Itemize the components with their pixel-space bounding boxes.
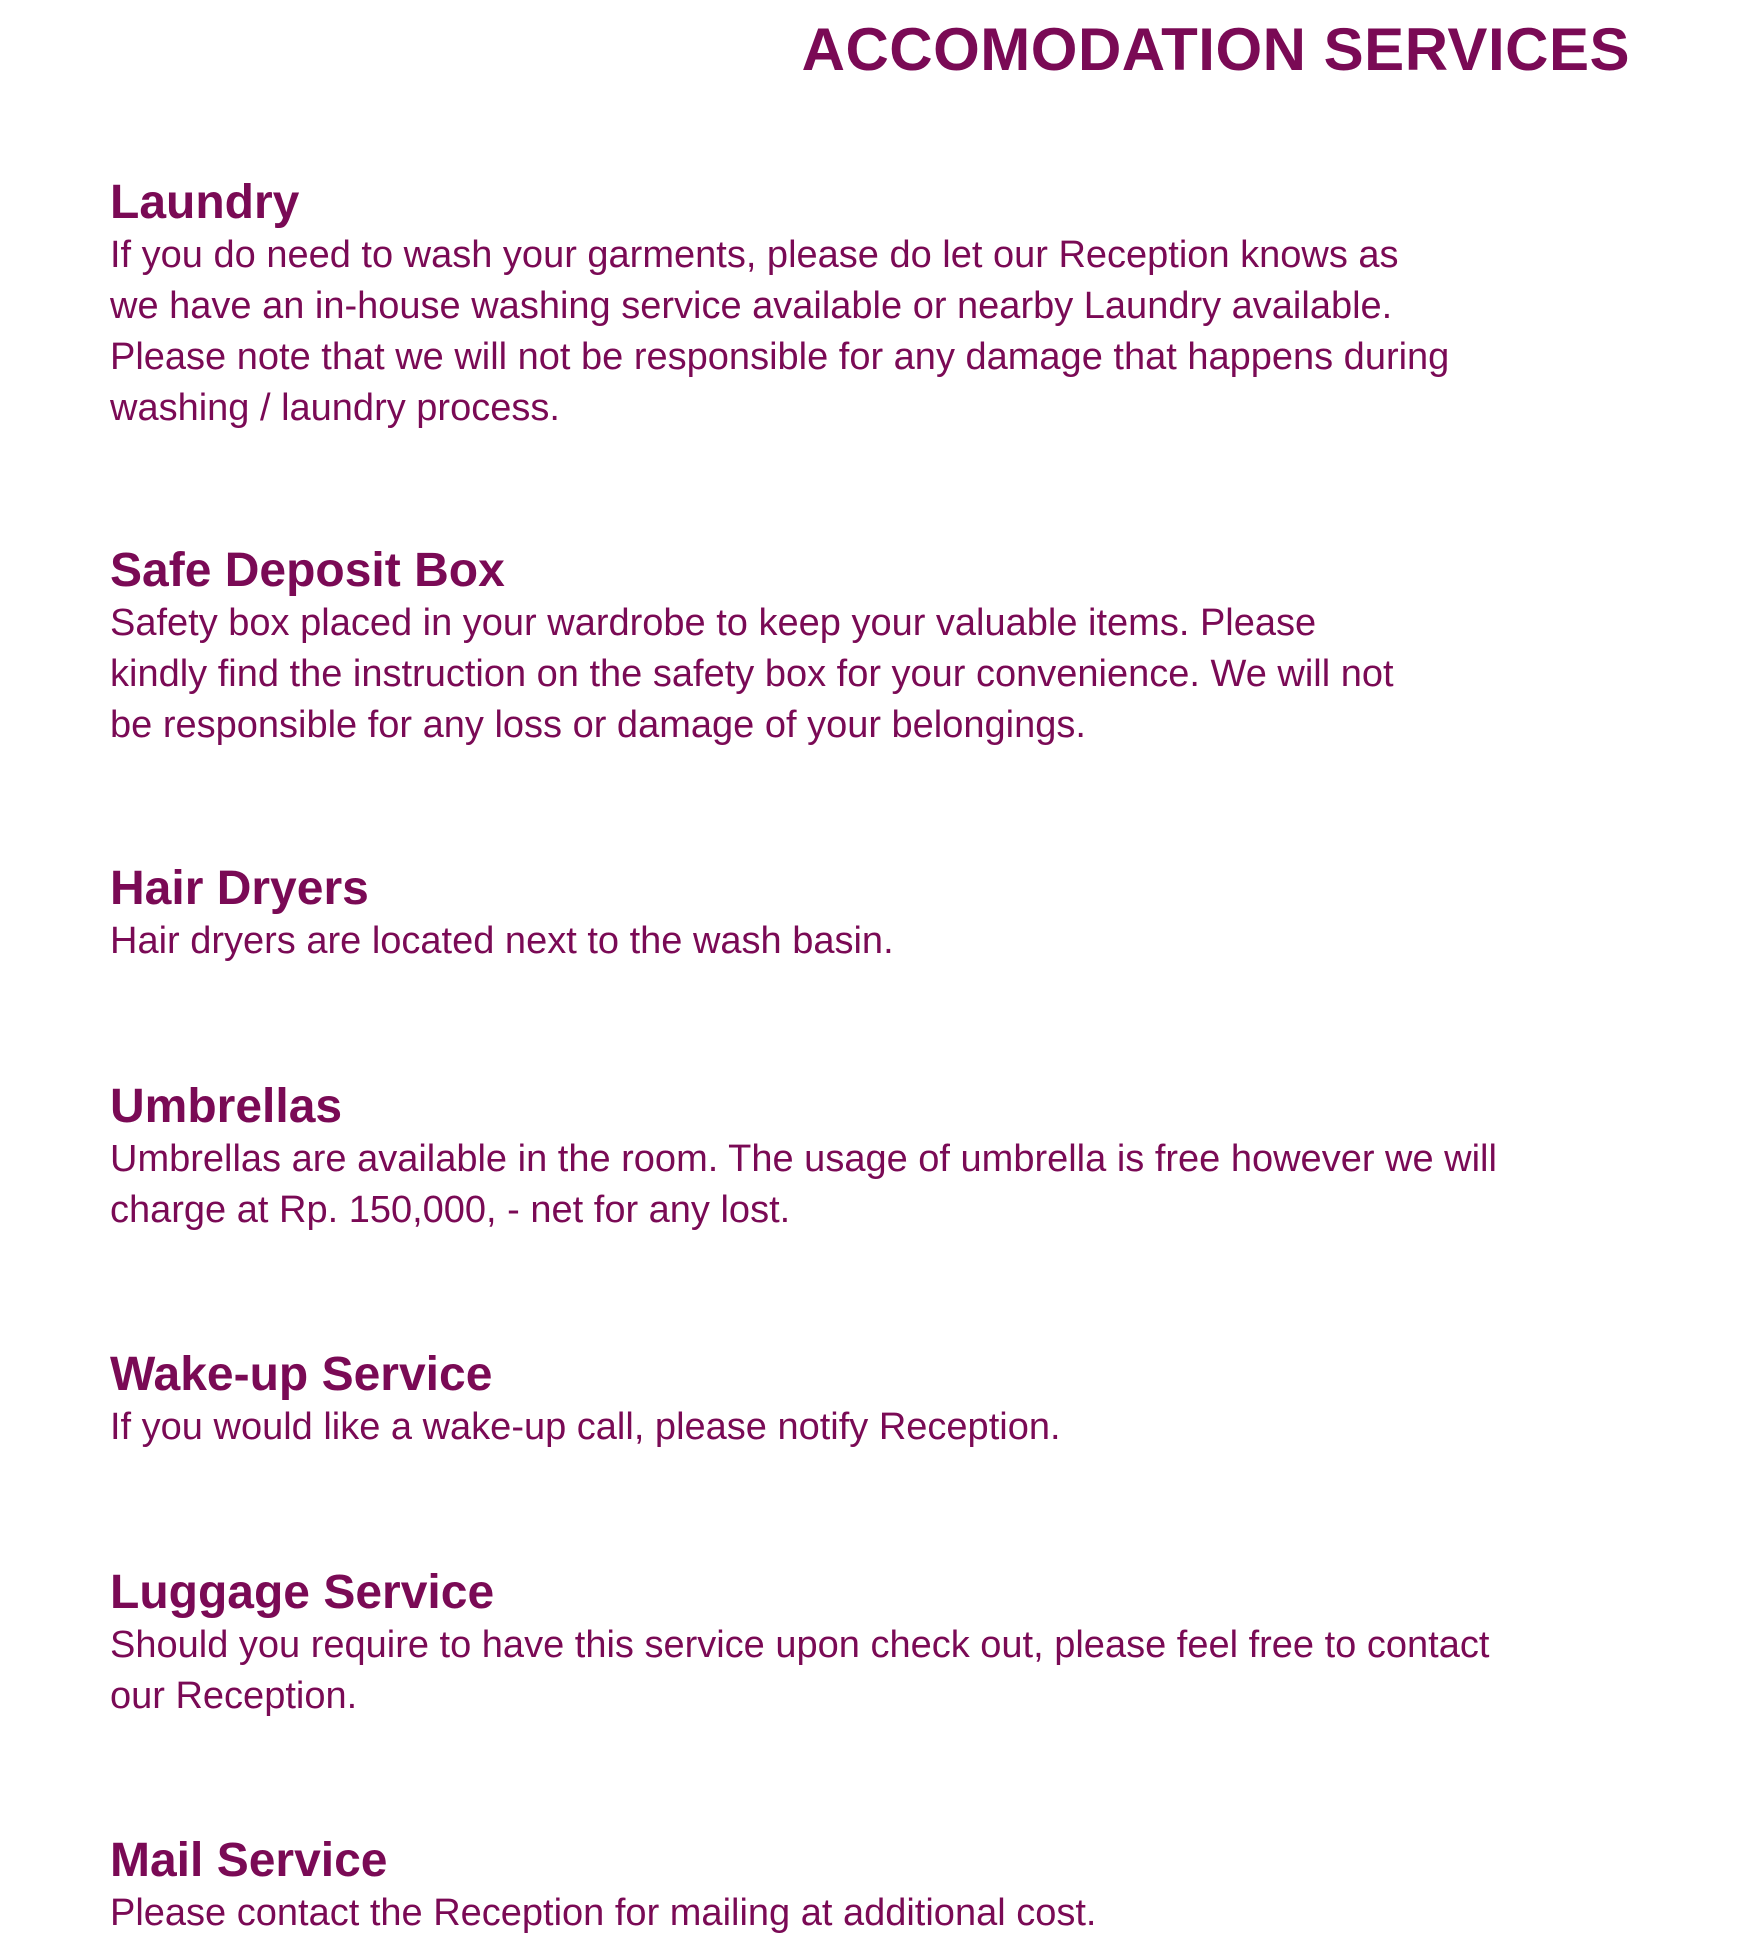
section-wake-up-service bbox=[110, 1346, 1650, 1453]
section-mail-service bbox=[110, 1832, 1650, 1939]
section-body bbox=[110, 598, 1650, 751]
body-line: Safety box placed in your wardrobe to keep your valuable items. Please bbox=[110, 602, 1317, 644]
section-body bbox=[110, 1620, 1650, 1722]
section-body bbox=[110, 1134, 1650, 1236]
section-luggage-service bbox=[110, 1564, 1650, 1722]
section-safe-deposit-box bbox=[110, 542, 1650, 751]
section-heading: Mail Service bbox=[110, 1834, 388, 1887]
section-heading: Safe Deposit Box bbox=[110, 544, 505, 597]
section-heading: Wake-up Service bbox=[110, 1348, 493, 1401]
section-heading: Hair Dryers bbox=[110, 862, 369, 915]
body-line: Hair dryers are located next to the wash basin. bbox=[110, 920, 894, 962]
section-body bbox=[110, 1888, 1650, 1939]
body-line: If you do need to wash your garments, please do let our Reception knows as bbox=[110, 234, 1399, 276]
body-line: kindly find the instruction on the safety box for your convenience. We will not bbox=[110, 653, 1394, 695]
section-laundry bbox=[110, 174, 1650, 434]
section-body bbox=[110, 230, 1650, 434]
body-line: charge at Rp. 150,000, - net for any lost. bbox=[110, 1189, 791, 1231]
body-line: Please note that we will not be responsible for any damage that happens during bbox=[110, 336, 1450, 378]
section-heading: Laundry bbox=[110, 176, 300, 229]
body-line: be responsible for any loss or damage of your belongings. bbox=[110, 704, 1086, 746]
section-heading: Luggage Service bbox=[110, 1566, 495, 1619]
section-hair-dryers bbox=[110, 860, 1650, 967]
section-heading: Umbrellas bbox=[110, 1080, 343, 1133]
body-line: If you would like a wake-up call, please notify Reception. bbox=[110, 1406, 1061, 1448]
page-title: ACCOMODATION SERVICES bbox=[801, 16, 1630, 83]
section-body bbox=[110, 916, 1650, 967]
body-line: Should you require to have this service upon check out, please feel free to contact bbox=[110, 1624, 1490, 1666]
section-body bbox=[110, 1402, 1650, 1453]
body-line: we have an in-house washing service available or nearby Laundry available. bbox=[110, 285, 1393, 327]
body-line: washing / laundry process. bbox=[110, 387, 560, 429]
body-line: our Reception. bbox=[110, 1675, 358, 1717]
body-line: Umbrellas are available in the room. The usage of umbrella is free however we will bbox=[110, 1138, 1497, 1180]
section-umbrellas bbox=[110, 1078, 1650, 1236]
body-line: Please contact the Reception for mailing at additional cost. bbox=[110, 1892, 1097, 1934]
